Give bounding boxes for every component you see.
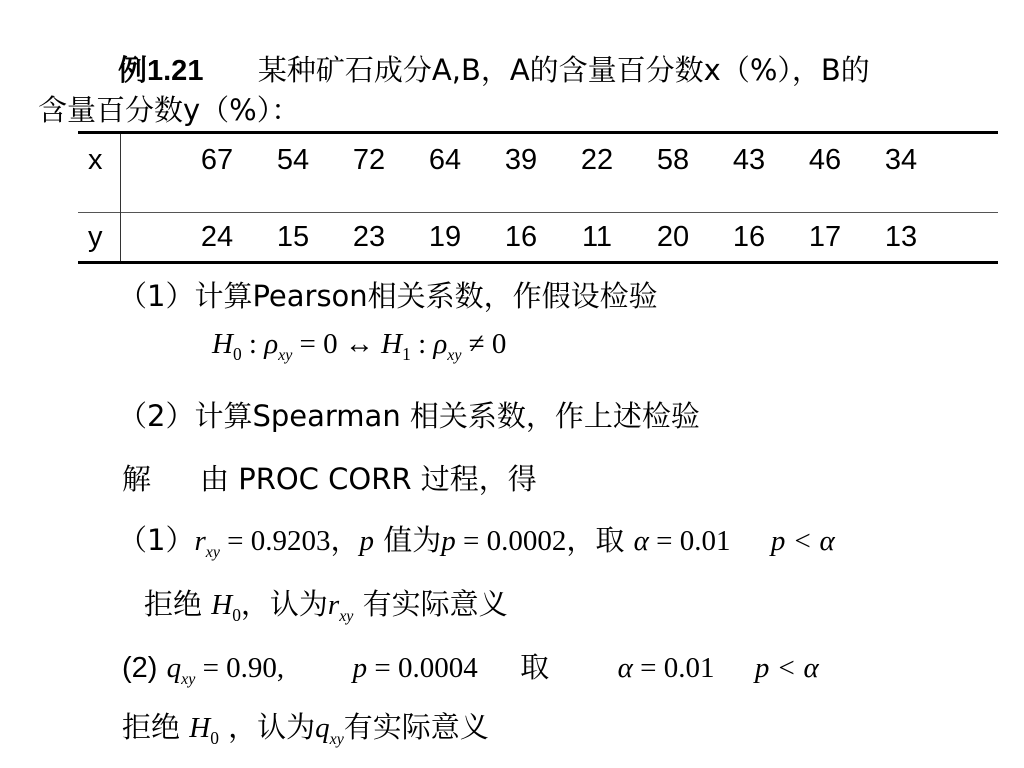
table-cell-y: 17 [808, 221, 842, 253]
table-cell-y: 15 [276, 221, 310, 253]
xy-subscript: xy [339, 608, 354, 626]
take-text: 取 [520, 650, 550, 684]
result2-line [122, 645, 819, 689]
table-cell-y: 13 [884, 221, 918, 253]
table-cell-y: 16 [504, 221, 538, 253]
table-cell-x: 34 [884, 144, 918, 176]
table-cell-y: 11 [581, 221, 613, 253]
not-equal-zero: ≠ 0 [461, 328, 507, 360]
example-title-line2: 含量百分数y（%）： [38, 93, 301, 127]
take-text: ，取 [566, 523, 625, 557]
row-label-y: y [88, 221, 103, 253]
alpha-value: = 0.01 [648, 525, 731, 557]
p-symbol: p [441, 525, 456, 557]
comma: ， [330, 523, 360, 557]
p-symbol: p [359, 525, 375, 557]
rho-symbol: ρ [433, 328, 448, 360]
table-cell-x: 43 [732, 144, 766, 176]
table-cell-y: 23 [352, 221, 386, 253]
table-cell-x: 22 [580, 144, 614, 176]
result2-prefix: (2) [122, 652, 158, 684]
table-cell-y: 19 [428, 221, 462, 253]
consider-text: ，认为 [240, 587, 328, 621]
result1-prefix: （1） [118, 523, 195, 557]
conclusion2-line [122, 705, 489, 749]
colon: : [410, 328, 434, 360]
p-less-than-alpha: p < α [754, 652, 819, 684]
value-is-text: 值为 [383, 523, 442, 557]
alpha-symbol: α [633, 525, 649, 557]
reject-text: 拒绝 [122, 710, 181, 744]
example-title-line1 [118, 48, 870, 89]
q-value: = 0.90, [195, 652, 285, 684]
p-value: = 0.0002 [455, 525, 567, 557]
task1-text: （1）计算Pearson相关系数，作假设检验 [118, 279, 658, 313]
hypothesis-formula [212, 328, 506, 365]
q-symbol: q [315, 712, 330, 744]
table-cell-x: 64 [428, 144, 462, 176]
table-cell-x: 67 [200, 144, 234, 176]
r-value: = 0.9203 [219, 525, 331, 557]
solution-label: 解 [122, 462, 152, 496]
example-description-part1: 某种矿石成分A,B，A的含量百分数x（%），B的 [257, 53, 870, 87]
meaningful-text: 有实际意义 [343, 710, 489, 744]
h1-subscript: 1 [402, 343, 411, 364]
p-symbol: p [352, 652, 368, 684]
table-cell-x: 39 [504, 144, 538, 176]
alpha-symbol: α [617, 652, 633, 684]
h-symbol: H [189, 712, 211, 744]
table-middle-rule [78, 212, 998, 213]
xy-subscript: xy [447, 347, 462, 365]
table-cell-x: 72 [352, 144, 386, 176]
h0-subscript: 0 [210, 727, 219, 748]
p-less-than-alpha: p < α [770, 525, 835, 557]
conclusion1-line [144, 582, 508, 626]
r-symbol: r [327, 589, 340, 621]
xy-subscript: xy [329, 731, 344, 749]
table-vertical-rule [120, 134, 121, 261]
h-symbol: H [211, 589, 233, 621]
xy-subscript: xy [181, 671, 196, 689]
consider-text: ，认为 [228, 710, 316, 744]
row-label-x: x [88, 144, 103, 176]
r-symbol: r [194, 525, 206, 557]
colon: : [241, 328, 265, 360]
h-symbol: H [381, 328, 403, 360]
solution-text: 由 PROC CORR 过程，得 [200, 462, 537, 496]
table-cell-x: 46 [808, 144, 842, 176]
rho-symbol: ρ [264, 328, 279, 360]
xy-subscript: xy [205, 544, 220, 562]
double-arrow-icon: ↔ [344, 328, 374, 360]
table-cell-x: 58 [656, 144, 690, 176]
data-table [78, 131, 998, 264]
q-symbol: q [166, 652, 182, 684]
h-symbol: H [212, 328, 233, 360]
table-top-rule [78, 131, 998, 134]
p-value: = 0.0004 [367, 652, 478, 684]
table-cell-y: 20 [656, 221, 690, 253]
table-cell-y: 24 [200, 221, 234, 253]
meaningful-text: 有实际意义 [362, 587, 508, 621]
task2-text: （2）计算Spearman 相关系数，作上述检验 [118, 399, 700, 433]
h0-subscript: 0 [232, 343, 242, 364]
table-bottom-rule [78, 261, 998, 264]
table-cell-x: 54 [276, 144, 310, 176]
table-cell-y: 16 [732, 221, 766, 253]
h0-subscript: 0 [232, 604, 241, 625]
xy-subscript: xy [278, 347, 293, 365]
reject-text: 拒绝 [144, 587, 203, 621]
alpha-value: = 0.01 [632, 652, 715, 684]
result1-line [118, 518, 835, 562]
example-label: 例1.21 [118, 55, 204, 87]
equals-zero: = 0 [292, 328, 345, 360]
